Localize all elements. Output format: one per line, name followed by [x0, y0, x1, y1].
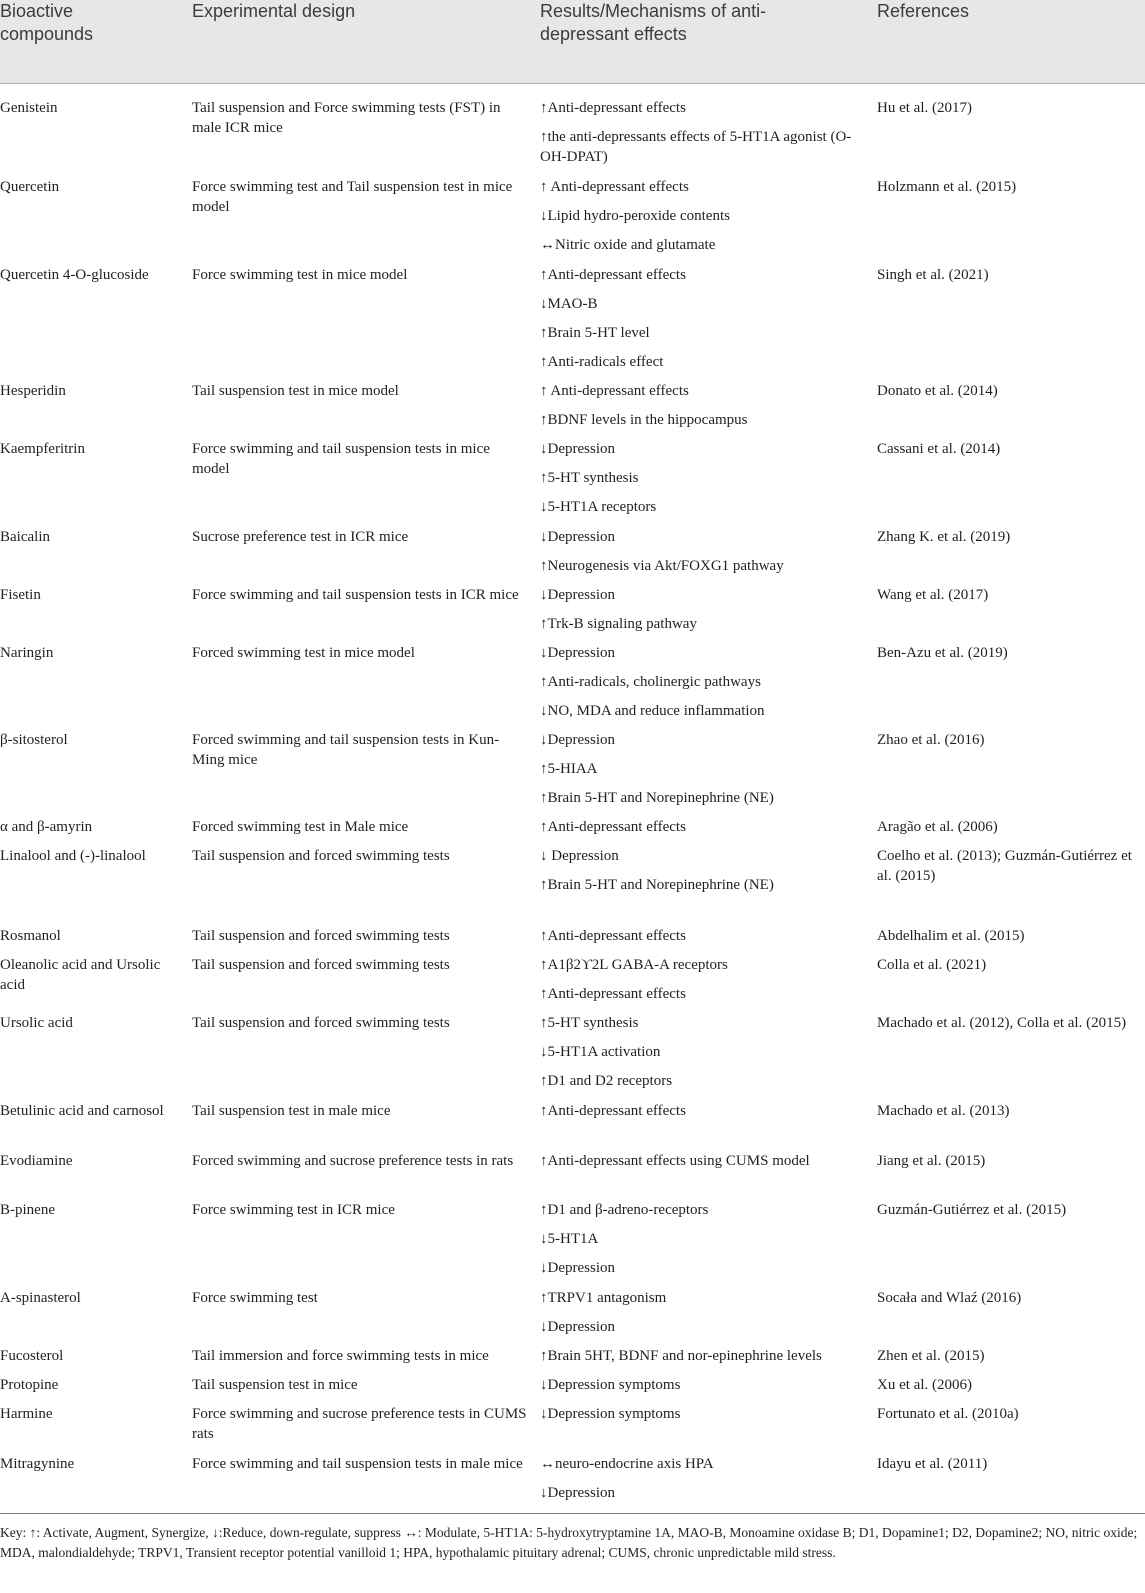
cell-reference: Idayu et al. (2011) [877, 1456, 988, 1472]
result-line: ↓NO, MDA and reduce inflammation [540, 703, 765, 719]
result-line: ↓Lipid hydro-peroxide contents [540, 208, 730, 224]
cell-results [540, 98, 860, 176]
result-line: ↑Anti-radicals, cholinergic pathways [540, 674, 761, 690]
result-line: ↓Depression [540, 1319, 615, 1335]
result-line: ↑Neurogenesis via Akt/FOXG1 pathway [540, 558, 784, 574]
cell-design: Forced swimming test in Male mice [192, 819, 409, 835]
cell-design: Forced swimming and tail suspension tests in Kun-Ming mice [192, 732, 500, 768]
cell-results [540, 381, 860, 439]
result-line: ↑Anti-depressant effects [540, 986, 686, 1002]
cell-reference: Zhao et al. (2016) [877, 732, 985, 748]
result-line: ↓Depression [540, 441, 615, 457]
cell-compound: Quercetin [0, 179, 60, 195]
cell-design: Tail suspension test in mice model [192, 383, 399, 399]
key-text: Key: ↑: Activate, Augment, Synergize, ↓:Reduce, down-regulate, suppress ↔: Modulate, 5-HT1A: 5-hydroxytryptamine 1A, MAO-B, Monoamine oxidase B; D1, Dopamine1; D2, Dopamine2; NO, nitric oxide; MDA, malondialdehyde; TRPV1, Transient receptor potential vanilloid 1; HPA, hypothalamic pituitary adrenal; CUMS, chronic unpredictable mild stress. [0, 1525, 1138, 1560]
cell-results [540, 730, 860, 817]
cell-compound: Protopine [0, 1377, 59, 1393]
cell-reference: Colla et al. (2021) [877, 957, 987, 973]
cell-reference: Coelho et al. (2013); Guzmán-Gutiérrez et al. (2015) [877, 848, 1132, 884]
result-line: ↑ Anti-depressant effects [540, 383, 689, 399]
cell-design: Tail suspension and Force swimming tests (FST) in male ICR mice [192, 100, 501, 136]
cell-reference: Cassani et al. (2014) [877, 441, 1001, 457]
cell-compound: Rosmanol [0, 928, 61, 944]
cell-design: Sucrose preference test in ICR mice [192, 529, 409, 545]
result-line: ↑ Anti-depressant effects [540, 179, 689, 195]
cell-compound: Naringin [0, 645, 54, 661]
result-line: ↑Anti-radicals effect [540, 354, 664, 370]
cell-compound: Betulinic acid and carnosol [0, 1103, 164, 1119]
result-line: ↑Anti-depressant effects using CUMS model [540, 1153, 810, 1169]
cell-reference: Fortunato et al. (2010a) [877, 1406, 1019, 1422]
result-line: ↓5-HT1A receptors [540, 499, 657, 515]
cell-compound: α and β-amyrin [0, 819, 93, 835]
result-line: ↓ Depression [540, 848, 619, 864]
result-line: ↑Brain 5HT, BDNF and nor-epinephrine levels [540, 1348, 822, 1364]
result-line: ↓5-HT1A [540, 1231, 599, 1247]
cell-reference: Zhen et al. (2015) [877, 1348, 985, 1364]
cell-design: Tail immersion and force swimming tests in mice [192, 1348, 489, 1364]
result-line: ↑Anti-depressant effects [540, 267, 686, 283]
result-line: ↓MAO-B [540, 296, 598, 312]
cell-reference: Jiang et al. (2015) [877, 1153, 986, 1169]
cell-results [540, 1346, 860, 1375]
cell-design: Force swimming test in mice model [192, 267, 408, 283]
cell-reference: Aragão et al. (2006) [877, 819, 998, 835]
result-line: ↑the anti-depressants effects of 5-HT1A agonist (O-OH-DPAT) [540, 129, 852, 165]
table-header [0, 0, 1145, 84]
cell-design: Force swimming test in ICR mice [192, 1202, 395, 1218]
header-references: References [877, 1, 970, 21]
header-design: Experimental design [192, 1, 356, 21]
result-line: ↓Depression symptoms [540, 1406, 681, 1422]
cell-results [540, 527, 860, 585]
cell-compound: Oleanolic acid and Ursolic acid [0, 957, 161, 993]
cell-results [540, 955, 860, 1013]
cell-design: Tail suspension and forced swimming tests [192, 928, 450, 944]
cell-results [540, 926, 860, 955]
cell-results [540, 177, 860, 264]
cell-compound: Baicalin [0, 529, 50, 545]
cell-reference: Machado et al. (2012), Colla et al. (2015) [877, 1015, 1127, 1031]
cell-compound: Fisetin [0, 587, 41, 603]
cell-compound: Genistein [0, 100, 58, 116]
result-line: ↔neuro-endocrine axis HPA [540, 1456, 714, 1472]
cell-compound: Fucosterol [0, 1348, 64, 1364]
cell-results [540, 1288, 860, 1346]
cell-compound: Hesperidin [0, 383, 66, 399]
cell-results [540, 1200, 860, 1287]
header-compound: Bioactive compounds [0, 1, 94, 44]
cell-compound: A-spinasterol [0, 1290, 81, 1306]
cell-compound: Ursolic acid [0, 1015, 73, 1031]
cell-results [540, 1375, 860, 1404]
cell-reference: Machado et al. (2013) [877, 1103, 1010, 1119]
result-line: ↑A1β2ϒ2L GABA-A receptors [540, 957, 728, 973]
cell-compound: Mitragynine [0, 1456, 75, 1472]
cell-design: Forced swimming and sucrose preference tests in rats [192, 1153, 514, 1169]
cell-results [540, 1454, 860, 1512]
table-key-footnote [0, 1513, 1145, 1593]
cell-results [540, 265, 860, 381]
result-line: ↑Anti-depressant effects [540, 1103, 686, 1119]
result-line: ↓Depression [540, 1485, 615, 1501]
result-line: ↓Depression [540, 732, 615, 748]
cell-reference: Wang et al. (2017) [877, 587, 989, 603]
result-line: ↑D1 and β-adreno-receptors [540, 1202, 709, 1218]
result-line: ↔Nitric oxide and glutamate [540, 237, 716, 253]
cell-compound: Quercetin 4-O-glucoside [0, 267, 149, 283]
cell-reference: Ben-Azu et al. (2019) [877, 645, 1008, 661]
cell-design: Tail suspension test in mice [192, 1377, 358, 1393]
result-line: ↓Depression symptoms [540, 1377, 681, 1393]
cell-reference: Donato et al. (2014) [877, 383, 998, 399]
cell-design: Tail suspension and forced swimming tests [192, 1015, 450, 1031]
cell-compound: Linalool and (-)-linalool [0, 848, 146, 864]
cell-design: Force swimming test and Tail suspension test in mice model [192, 179, 513, 215]
cell-results [540, 585, 860, 643]
cell-compound: B-pinene [0, 1202, 55, 1218]
cell-design: Force swimming and tail suspension tests in male mice [192, 1456, 523, 1472]
cell-results [540, 1404, 860, 1433]
result-line: ↑Anti-depressant effects [540, 819, 686, 835]
cell-results [540, 1101, 860, 1130]
cell-compound: Kaempferitrin [0, 441, 85, 457]
cell-results [540, 846, 860, 904]
result-line: ↑Brain 5-HT level [540, 325, 650, 341]
result-line: ↑Brain 5-HT and Norepinephrine (NE) [540, 790, 774, 806]
cell-results [540, 439, 860, 526]
cell-results [540, 817, 860, 846]
result-line: ↑D1 and D2 receptors [540, 1073, 673, 1089]
cell-reference: Hu et al. (2017) [877, 100, 972, 116]
cell-design: Force swimming and tail suspension tests in ICR mice [192, 587, 519, 603]
cell-reference: Holzmann et al. (2015) [877, 179, 1017, 195]
result-line: ↑Anti-depressant effects [540, 100, 686, 116]
cell-results [540, 1013, 860, 1100]
cell-design: Force swimming test [192, 1290, 318, 1306]
result-line: ↑5-HIAA [540, 761, 598, 777]
result-line: ↑Brain 5-HT and Norepinephrine (NE) [540, 877, 774, 893]
cell-design: Tail suspension test in male mice [192, 1103, 391, 1119]
result-line: ↓Depression [540, 587, 615, 603]
result-line: ↑Anti-depressant effects [540, 928, 686, 944]
cell-reference: Zhang K. et al. (2019) [877, 529, 1011, 545]
result-line: ↑Trk-B signaling pathway [540, 616, 697, 632]
cell-compound: β-sitosterol [0, 732, 68, 748]
cell-design: Force swimming and tail suspension tests in mice model [192, 441, 490, 477]
result-line: ↓5-HT1A activation [540, 1044, 661, 1060]
result-line: ↑5-HT synthesis [540, 1015, 639, 1031]
result-line: ↑BDNF levels in the hippocampus [540, 412, 748, 428]
result-line: ↓Depression [540, 645, 615, 661]
cell-compound: Evodiamine [0, 1153, 73, 1169]
cell-reference: Singh et al. (2021) [877, 267, 989, 283]
result-line: ↓Depression [540, 529, 615, 545]
header-results: Results/Mechanisms of anti-depressant effects [540, 1, 767, 44]
cell-design: Tail suspension and forced swimming tests [192, 848, 450, 864]
cell-design: Tail suspension and forced swimming tests [192, 957, 450, 973]
result-line: ↑5-HT synthesis [540, 470, 639, 486]
result-line: ↑TRPV1 antagonism [540, 1290, 667, 1306]
cell-results [540, 1151, 860, 1180]
cell-reference: Guzmán-Gutiérrez et al. (2015) [877, 1202, 1067, 1218]
cell-reference: Socała and Wlaź (2016) [877, 1290, 1022, 1306]
cell-design: Forced swimming test in mice model [192, 645, 415, 661]
cell-results [540, 643, 860, 730]
cell-compound: Harmine [0, 1406, 53, 1422]
cell-reference: Abdelhalim et al. (2015) [877, 928, 1025, 944]
cell-reference: Xu et al. (2006) [877, 1377, 972, 1393]
cell-design: Force swimming and sucrose preference tests in CUMS rats [192, 1406, 527, 1442]
result-line: ↓Depression [540, 1260, 615, 1276]
